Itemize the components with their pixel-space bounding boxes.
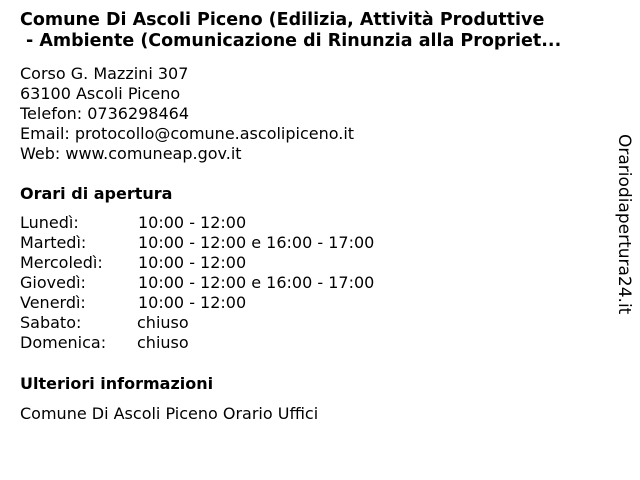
day-label: Giovedì:: [20, 273, 86, 292]
address-block: [20, 64, 354, 164]
city-address: 63100 Ascoli Piceno: [20, 84, 181, 103]
day-label: Mercoledì:: [20, 253, 103, 272]
day-hours: 10:00 - 12:00 e 16:00 - 17:00: [138, 273, 375, 292]
opening-hours-table: [20, 213, 374, 353]
website: Web: www.comuneap.gov.it: [20, 144, 242, 163]
watermark: [611, 134, 635, 315]
phone-number: Telefon: 0736298464: [20, 104, 190, 123]
day-label: Venerdì:: [20, 293, 86, 312]
hours-row-sunday: [20, 333, 374, 353]
day-hours: 10:00 - 12:00 e 16:00 - 17:00: [138, 233, 375, 252]
day-label: Sabato:: [20, 313, 82, 332]
hours-row-wednesday: [20, 253, 374, 273]
day-label: Martedì:: [20, 233, 87, 252]
watermark-text: Orariodiapertura24.it: [614, 134, 634, 315]
page-title-line-2: - Ambiente (Comunicazione di Rinunzia alla Propriet...: [26, 31, 562, 51]
hours-row-thursday: [20, 273, 374, 293]
day-hours: 10:00 - 12:00: [138, 253, 247, 272]
hours-row-friday: [20, 293, 374, 313]
more-info-text: Comune Di Ascoli Piceno Orario Uffici: [20, 404, 319, 423]
page-title-line-1: Comune Di Ascoli Piceno (Edilizia, Attività Produttive: [20, 10, 545, 30]
street-address: Corso G. Mazzini 307: [20, 64, 189, 83]
day-label: Domenica:: [20, 333, 107, 352]
day-hours: chiuso: [137, 333, 189, 352]
day-label: Lunedì:: [20, 213, 79, 232]
hours-row-saturday: [20, 313, 374, 333]
hours-row-monday: [20, 213, 374, 233]
page-title: [20, 10, 620, 52]
more-info-heading: Ulteriori informazioni: [20, 374, 214, 393]
day-hours: 10:00 - 12:00: [138, 213, 247, 232]
day-hours: chiuso: [137, 313, 189, 332]
hours-row-tuesday: [20, 233, 374, 253]
opening-hours-heading: Orari di apertura: [20, 184, 173, 203]
day-hours: 10:00 - 12:00: [138, 293, 247, 312]
email-address: Email: protocollo@comune.ascolipiceno.it: [20, 124, 355, 143]
